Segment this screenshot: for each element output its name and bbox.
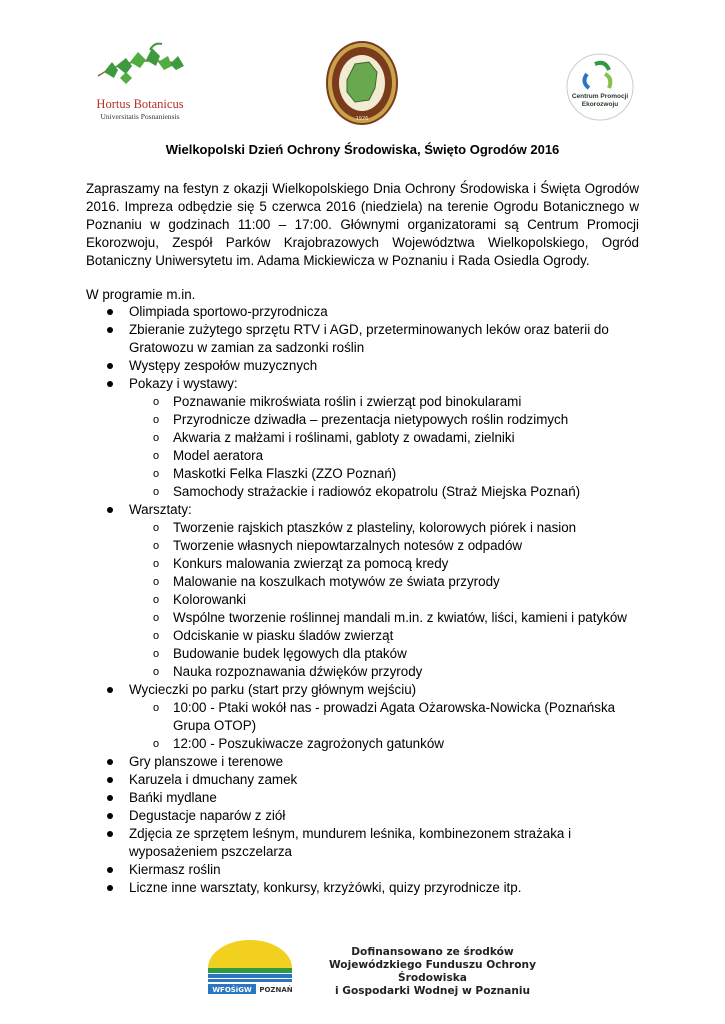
hortus-title: Hortus Botanicus [96, 97, 184, 111]
bullet-icon [107, 813, 113, 819]
list-item: Kiermasz roślin [86, 861, 646, 879]
regional-seal-icon [325, 40, 399, 126]
seal-year: 1926 [355, 116, 369, 122]
page-title: Wielkopolski Dzień Ochrony Środowiska, Święto Ogrodów 2016 [165, 142, 560, 157]
sublist-item: o Budowanie budek lęgowych dla ptaków [153, 646, 407, 661]
sublist-item: o Model aeratora [153, 448, 264, 463]
bullet-icon [107, 309, 113, 315]
sublist-item: o Nauka rozpoznawania dźwięków przyrody [153, 664, 423, 679]
bullet-icon [107, 327, 113, 333]
list-item: Warsztaty: o Tworzenie rajskich ptaszków z plasteliny, kolorowych piórek i nasion o Tworzenie własnych niepowtarzalnych notesów z odpadów o Konkurs malowania zwierząt za pomocą kredy o Malowanie na koszulkach motywów ze świata przyrody o Kolorowanki o Wspólne tworzenie roślinnej mandali m.in. z kwiatów, liści, kamieni i patyków o Odciskanie w piasku śladów zwierząt o Budowanie budek lęgowych dla ptaków o Nauka rozpoznawania dźwięków przyrody [86, 501, 646, 681]
bullet-icon [107, 381, 113, 387]
wfosigw-city: POZNAŃ [259, 986, 293, 994]
sublist-item: o Odciskanie w piasku śladów zwierząt [153, 628, 394, 643]
sublist-item: o Konkurs malowania zwierząt za pomocą kredy [153, 556, 449, 571]
list-item: Występy zespołów muzycznych [86, 357, 646, 375]
sublist-item: o Przyrodnicze dziwadła – prezentacja nietypowych roślin rodzimych [153, 412, 569, 427]
cpe-caption: Centrum Promocji Ekorozwoju [571, 93, 629, 108]
bullet-icon [107, 777, 113, 783]
bullet-icon [107, 759, 113, 765]
wfosigw-label: WFOŚiGW [212, 986, 252, 994]
list-item: Zdjęcia ze sprzętem leśnym, mundurem leśnika, kombinezonem strażaka i wyposażeniem pszczelarza [86, 825, 646, 861]
sublist-item: o Tworzenie rajskich ptaszków z plasteliny, kolorowych piórek i nasion [153, 520, 577, 535]
sublist-item: o Akwaria z małżami i roślinami, gabloty z owadami, zielniki [153, 430, 515, 445]
hortus-botanicus-logo [90, 42, 190, 122]
funding-note: Dofinansowano ze środków Wojewódzkiego Funduszu Ochrony Środowiska i Gospodarki Wodnej w Poznaniu [328, 946, 537, 997]
intro-paragraph: Zapraszamy na festyn z okazji Wielkopolskiego Dnia Ochrony Środowiska i Święta Ogrodów 2016. Impreza odbędzie się 5 czerwca 2016 (niedziela) na terenie Ogrodu Botanicznego w Poznaniu w godzinach 11:00 – 17:00. Głównymi organizatorami są Centrum Promocji Ekorozwoju, Zespół Parków Krajobrazowych Województwa Wielkopolskiego, Ogród Botaniczny Uniwersytetu im. Adama Mickiewicza w Poznaniu i Rada Osiedla Ogrody. [86, 181, 639, 268]
program-heading: W programie m.in. [86, 287, 196, 302]
bullet-icon [107, 885, 113, 891]
sublist-item: o Poznawanie mikroświata roślin i zwierząt pod binokularami [153, 394, 522, 409]
list-item: Liczne inne warsztaty, konkursy, krzyżówki, quizy przyrodnicze itp. [86, 879, 646, 897]
wycieczki-sublist [129, 699, 646, 753]
recycle-circle-icon [565, 52, 635, 122]
list-item: Degustacje naparów z ziół [86, 807, 646, 825]
sublist-item: o Malowanie na koszulkach motywów ze świata przyrody [153, 574, 500, 589]
wfosigw-logo [200, 938, 300, 994]
wfosigw-sun-icon [200, 938, 300, 994]
bullet-icon [107, 867, 113, 873]
list-item: Bańki mydlane [86, 789, 646, 807]
pokazy-sublist [129, 393, 646, 501]
warsztaty-sublist [129, 519, 646, 681]
sublist-item: o Samochody strażackie i radiowóz ekopatrolu (Straż Miejska Poznań) [153, 484, 581, 499]
bullet-icon [107, 687, 113, 693]
bullet-icon [107, 795, 113, 801]
sublist-item: o Tworzenie własnych niepowtarzalnych notesów z odpadów [153, 538, 523, 553]
list-item: Olimpiada sportowo-przyrodnicza [86, 303, 646, 321]
sublist-item: o Wspólne tworzenie roślinnej mandali m.in. z kwiatów, liści, kamieni i patyków [153, 610, 627, 625]
bullet-icon [107, 507, 113, 513]
bullet-icon [107, 831, 113, 837]
list-item: Zbieranie zużytego sprzętu RTV i AGD, przeterminowanych leków oraz baterii do Gratowozu w zamian za sadzonki roślin [86, 321, 646, 357]
sublist-item: o 10:00 - Ptaki wokół nas - prowadzi Agata Ożarowska-Nowicka (Poznańska Grupa OTOP) [153, 700, 616, 733]
list-item: Karuzela i dmuchany zamek [86, 771, 646, 789]
bullet-icon [107, 363, 113, 369]
centrum-promocji-logo [565, 52, 635, 122]
hortus-subtitle: Universitatis Posnaniensis [100, 112, 180, 121]
seal-logo [325, 40, 399, 126]
list-item: Pokazy i wystawy: o Poznawanie mikroświata roślin i zwierząt pod binokularami o Przyrodnicze dziwadła – prezentacja nietypowych roślin rodzimych o Akwaria z małżami i roślinami, gabloty z owadami, zielniki o Model aeratora o Maskotki Felka Flaszki (ZZO Poznań) o Samochody strażackie i radiowóz ekopatrolu (Straż Miejska Poznań) [86, 375, 646, 501]
program-list [86, 303, 646, 897]
list-item: Wycieczki po parku (start przy głównym wejściu) o 10:00 - Ptaki wokół nas - prowadzi Agata Ożarowska-Nowicka (Poznańska Grupa OTOP) o 12:00 - Poszukiwacze zagrożonych gatunków [86, 681, 646, 753]
ivy-leaves-icon [90, 42, 190, 98]
sublist-item: o Kolorowanki [153, 592, 246, 607]
sublist-item: o 12:00 - Poszukiwacze zagrożonych gatunków [153, 736, 444, 751]
sublist-item: o Maskotki Felka Flaszki (ZZO Poznań) [153, 466, 397, 481]
list-item: Gry planszowe i terenowe [86, 753, 646, 771]
